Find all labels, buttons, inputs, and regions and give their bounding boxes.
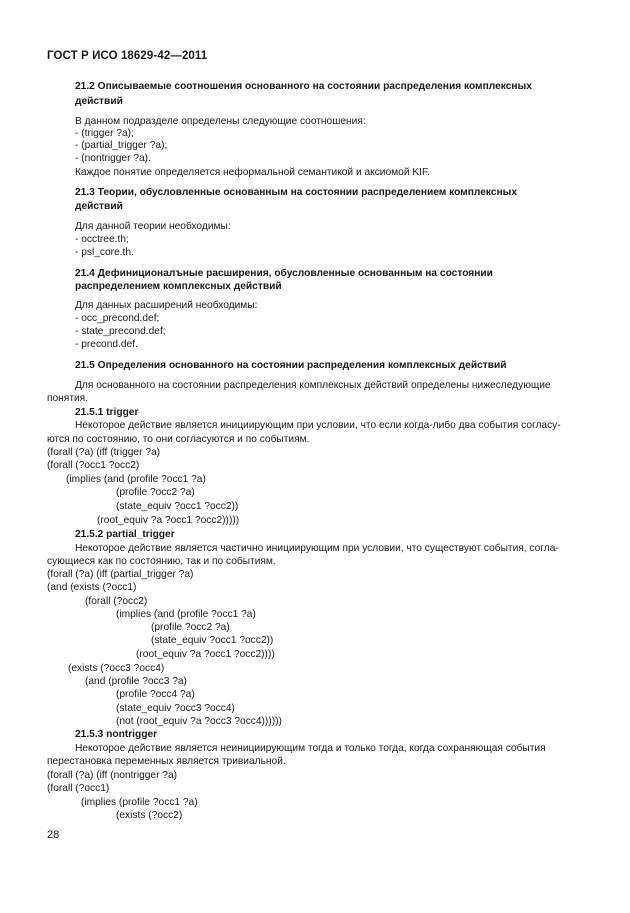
text-line: (forall (?a) (iff (nontrigger ?a) [47, 770, 178, 781]
text-line: Для данной теории необходимы: [75, 221, 231, 232]
section-heading: 21.3 Теории, обусловленные основанным на состоянии распределением комплексных [75, 187, 518, 198]
page-number: 28 [47, 829, 60, 841]
text-line: - precond.def. [75, 339, 138, 350]
text-line: Для основанного на состоянии распределения комплексных действий определены нижеследующие [75, 380, 551, 391]
text-line: Некоторое действие является неинициирующим тогда и только тогда, когда сохраняющая события [75, 743, 546, 754]
text-line: (root_equiv ?a ?occ1 ?occ2)))) [136, 649, 275, 660]
text-line: Некоторое действие является частично инициирующим при условии, что существуют события, согла- [75, 543, 559, 554]
section-heading: 21.5.3 nontrigger [75, 729, 158, 740]
text-line: (not (root_equiv ?a ?occ3 ?occ4)))))) [116, 716, 282, 727]
text-line: - occtree.th; [75, 234, 129, 245]
text-line: (state_equiv ?occ1 ?occ2)) [151, 635, 274, 646]
text-line: (state_equiv ?occ1 ?occ2)) [116, 501, 239, 512]
text-line: (exists (?occ3 ?occ4) [68, 663, 165, 674]
text-line: В данном подразделе определены следующие соотношения: [75, 116, 366, 127]
text-line: сующиеся как по состоянию, так и по событиям. [47, 556, 276, 567]
text-line: (profile ?occ4 ?a) [116, 689, 195, 700]
section-heading: 21.5.2 partial_trigger [75, 529, 175, 540]
text-line: (profile ?occ2 ?a) [151, 622, 230, 633]
text-line: (forall (?occ1 ?occ2) [47, 460, 140, 471]
text-line: (forall (?occ2) [85, 596, 148, 607]
text-line: Некоторое действие является инициирующим при условии, что если когда-либо два события согласу- [75, 420, 561, 431]
text-line: (forall (?a) (iff (trigger ?a) [47, 447, 161, 458]
text-line: ются по состоянию, то они согласуются и по событиям. [47, 434, 310, 445]
section-heading: 21.4 Дефиниционалъные расширения, обусловленные основанным на состоянии [75, 268, 493, 279]
text-line: (exists (?occ2) [116, 810, 183, 821]
text-line: (and (profile ?occ3 ?a) [85, 676, 187, 687]
section-heading: распределением комплексных действий [75, 281, 282, 292]
text-line: - (partial_trigger ?a); [75, 140, 168, 151]
text-line: - state_precond.def; [75, 326, 166, 337]
text-line: - occ_precond.def; [75, 313, 160, 324]
document-header: ГОСТ Р ИСО 18629-42—2011 [47, 50, 208, 62]
section-heading: 21.5 Определения основанного на состоянии распределения комплексных действий [75, 360, 507, 371]
text-line: Каждое понятие определяется неформальной семантикой и аксиомой KIF. [75, 167, 430, 178]
text-line: - (trigger ?a); [75, 128, 134, 139]
section-heading: 21.5.1 trigger [75, 407, 139, 418]
section-heading: действий [75, 96, 123, 107]
text-line: (forall (?occ1) [47, 783, 110, 794]
text-line: перестановка переменных является тривиальной. [47, 756, 286, 767]
text-line: (implies (and (profile ?occ1 ?a) [66, 474, 206, 485]
text-line: понятия. [47, 393, 89, 404]
text-line: (and (exists (?occ1) [47, 582, 137, 593]
section-heading: действий [75, 201, 123, 212]
text-line: (profile ?occ2 ?a) [116, 487, 195, 498]
text-line: - psl_core.th. [75, 247, 134, 258]
text-line: Для данных расширений необходимы: [75, 300, 258, 311]
text-line: (root_equiv ?a ?occ1 ?occ2))))) [97, 515, 240, 526]
text-line: (forall (?a) (iff (partial_trigger ?a) [47, 569, 194, 580]
text-line: (implies (profile ?occ1 ?a) [81, 797, 198, 808]
text-line: (implies (and (profile ?occ1 ?a) [116, 609, 256, 620]
text-line: (state_equiv ?occ3 ?occ4) [116, 703, 235, 714]
section-heading: 21.2 Описываемые соотношения основанного на состоянии распределения комплексных [75, 81, 532, 92]
text-line: - (nontrigger ?a). [75, 153, 151, 164]
